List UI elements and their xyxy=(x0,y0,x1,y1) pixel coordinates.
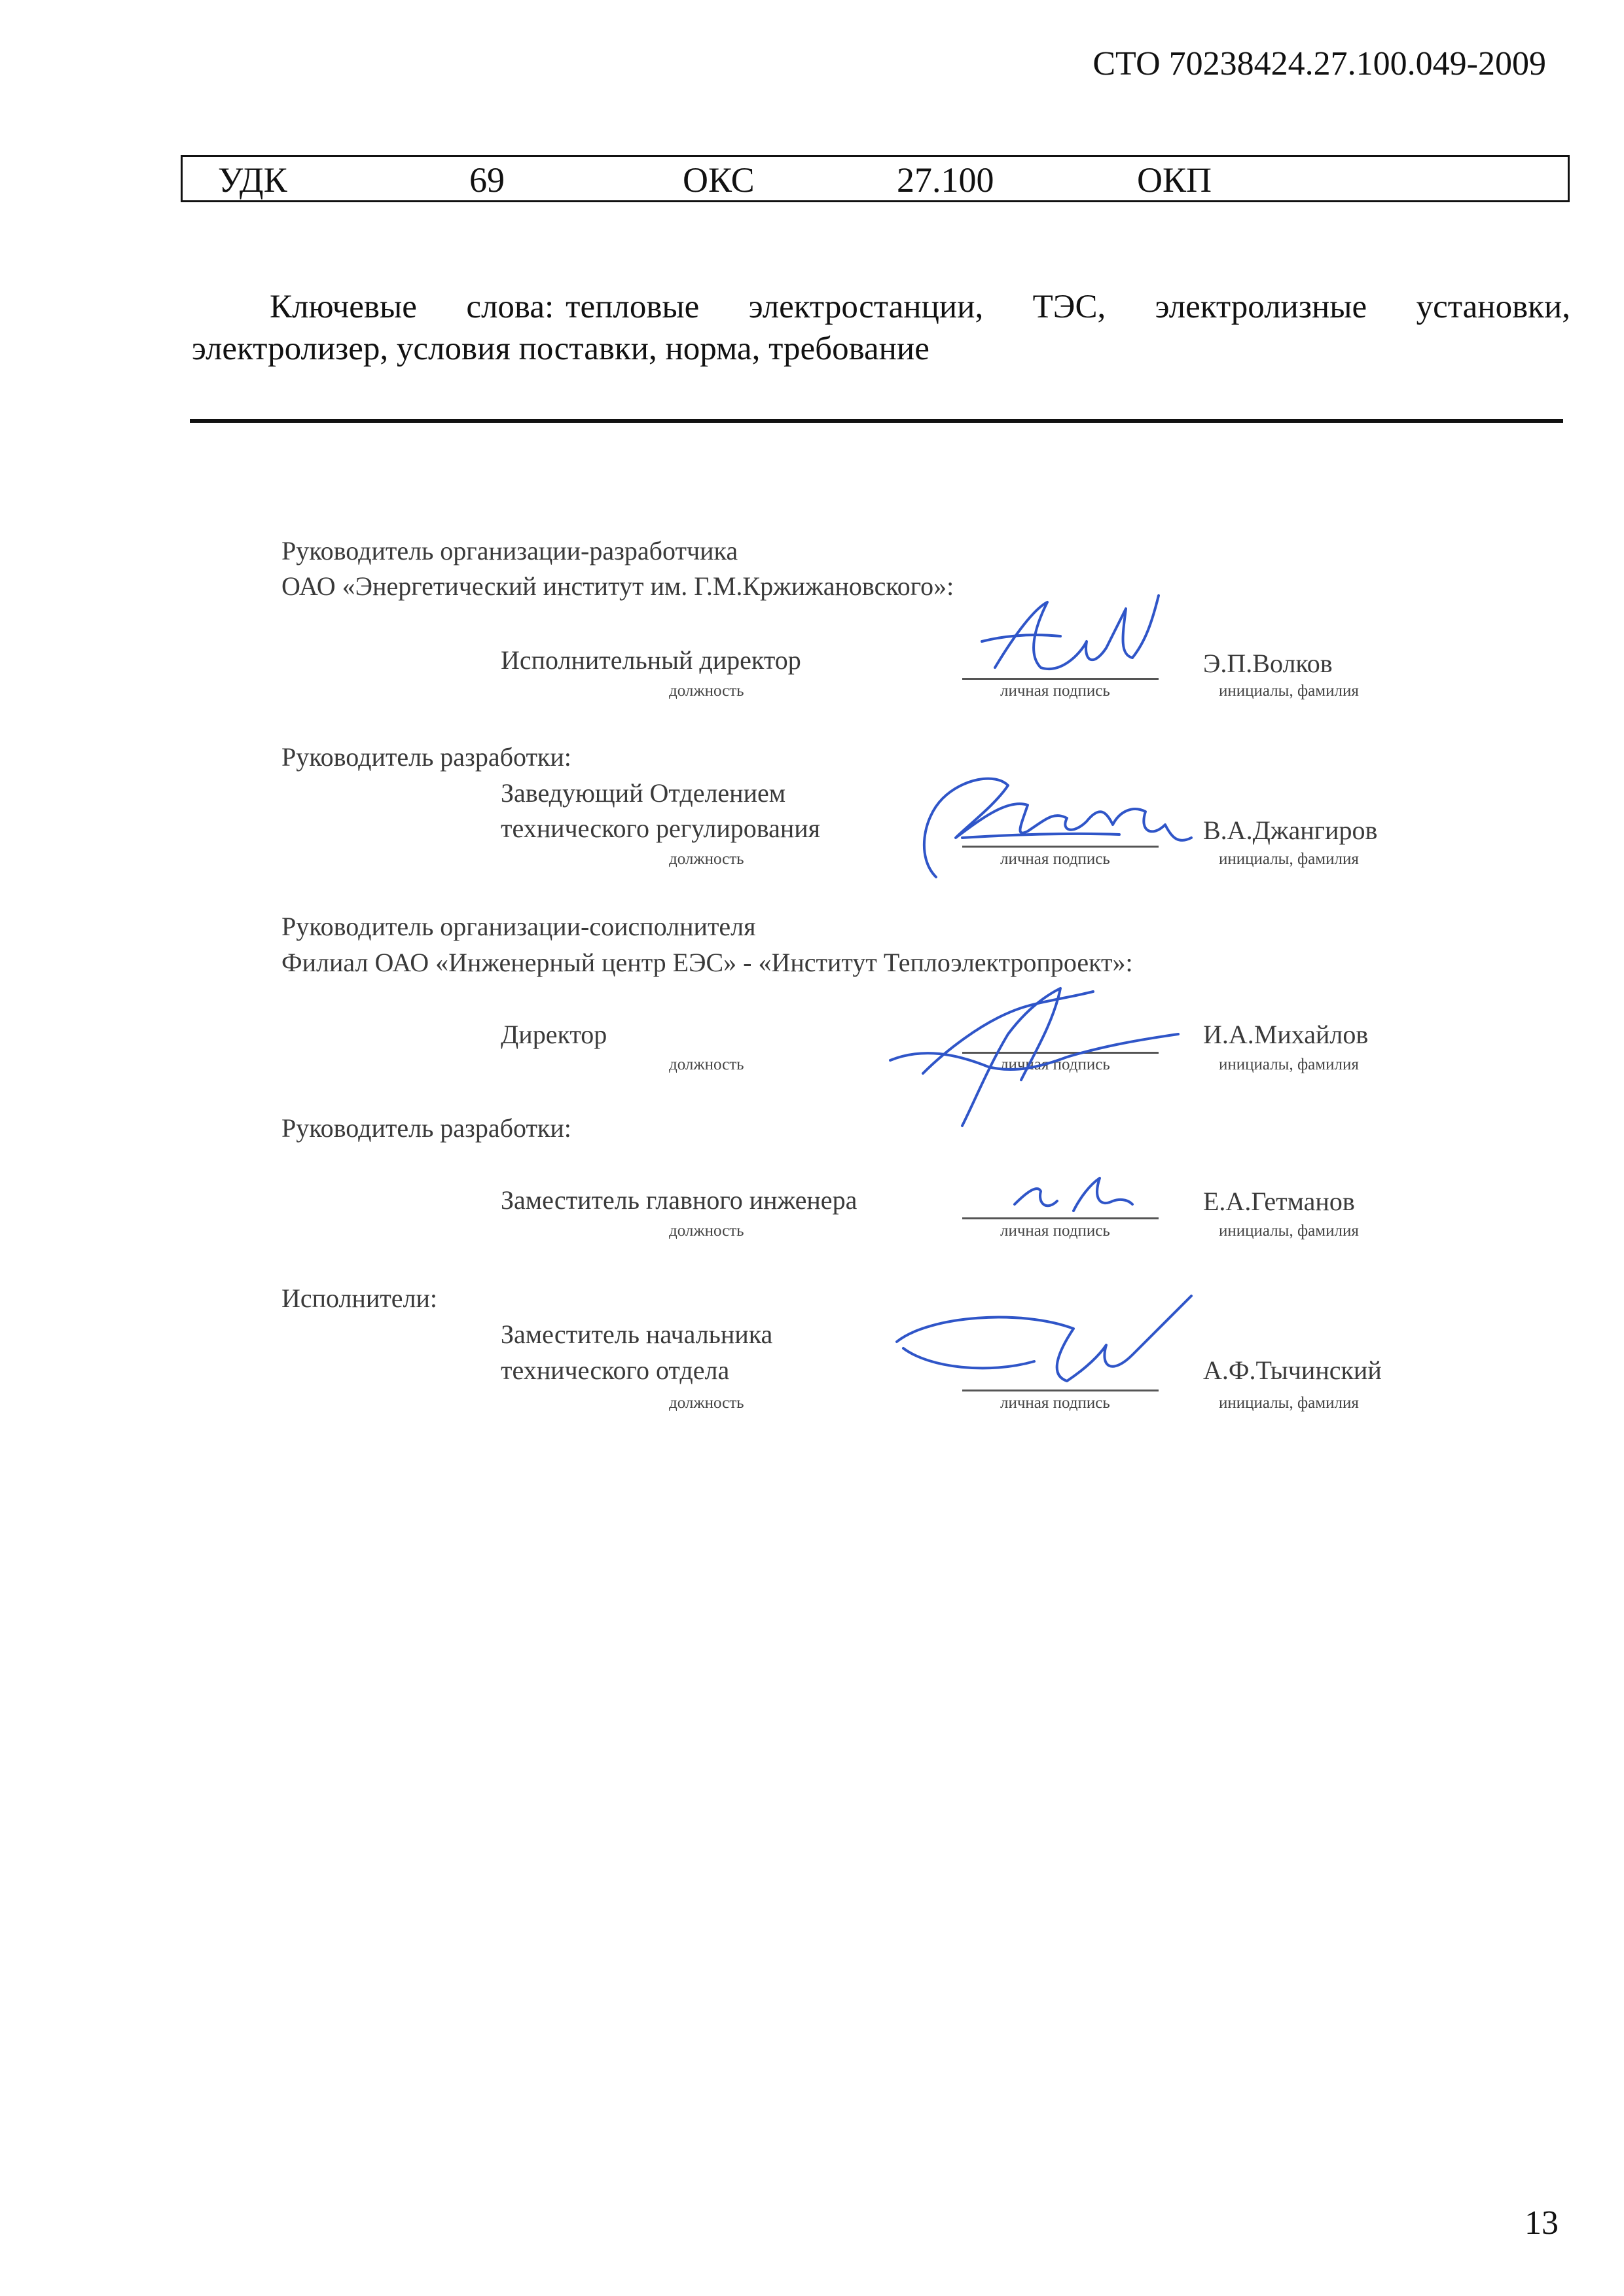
group5-name-caption: инициалы, фамилия xyxy=(1219,1394,1359,1412)
group3-title: Руководитель организации-соисполнителя xyxy=(281,912,756,941)
udk-value: 69 xyxy=(469,160,505,200)
group1-name: Э.П.Волков xyxy=(1203,649,1333,678)
group5-position-caption: должность xyxy=(669,1394,744,1412)
group2-title: Руководитель разработки: xyxy=(281,742,571,772)
group3-name: И.А.Михайлов xyxy=(1203,1020,1369,1049)
classification-table xyxy=(181,155,1570,202)
group2-position-caption: должность xyxy=(669,850,744,868)
group1-signature-caption: личная подпись xyxy=(1000,682,1110,700)
group1-org: ОАО «Энергетический институт им. Г.М.Кржижановского»: xyxy=(281,571,954,601)
oks-label: ОКС xyxy=(683,160,755,200)
group5-signature-caption: личная подпись xyxy=(1000,1394,1110,1412)
group1-position-caption: должность xyxy=(669,682,744,700)
group4-position-caption: должность xyxy=(669,1222,744,1240)
group4-signature-caption: личная подпись xyxy=(1000,1222,1110,1240)
horizontal-rule xyxy=(190,419,1563,423)
signature-volkov xyxy=(969,583,1165,687)
signature-dzhangirov xyxy=(897,759,1198,890)
group1-title: Руководитель организации-разработчика xyxy=(281,536,738,565)
signature-getmanov xyxy=(1001,1172,1139,1224)
keywords-label: Ключевые слова: xyxy=(270,289,554,325)
group3-position: Директор xyxy=(501,1020,607,1049)
oks-value: 27.100 xyxy=(897,160,994,200)
group2-signature-caption: личная подпись xyxy=(1000,850,1110,868)
udk-label: УДК xyxy=(218,160,287,200)
group5-position-line-1: Заместитель начальника xyxy=(501,1319,773,1349)
group2-position-line-2: технического регулирования xyxy=(501,814,821,843)
okp-label: ОКП xyxy=(1137,160,1212,200)
group3-name-caption: инициалы, фамилия xyxy=(1219,1056,1359,1073)
group1-position: Исполнительный директор xyxy=(501,645,801,675)
document-code: СТО 70238424.27.100.049-2009 xyxy=(1092,45,1546,82)
group5-name: А.Ф.Тычинский xyxy=(1203,1355,1382,1385)
group4-title: Руководитель разработки: xyxy=(281,1113,571,1143)
group4-name-caption: инициалы, фамилия xyxy=(1219,1222,1359,1240)
group4-name: Е.А.Гетманов xyxy=(1203,1187,1355,1216)
group2-name: В.А.Джангиров xyxy=(1203,816,1378,845)
keywords-line-2: электролизер, условия поставки, норма, требование xyxy=(192,331,929,367)
group2-position-line-1: Заведующий Отделением xyxy=(501,778,786,808)
group4-position: Заместитель главного инженера xyxy=(501,1185,857,1215)
group3-signature-caption: личная подпись xyxy=(1000,1056,1110,1073)
page-number: 13 xyxy=(1525,2204,1559,2242)
group2-name-caption: инициалы, фамилия xyxy=(1219,850,1359,868)
keywords-paragraph xyxy=(192,286,1570,370)
group5-title: Исполнители: xyxy=(281,1283,438,1313)
signature-tychinsky xyxy=(890,1283,1204,1407)
group5-position-line-2: технического отдела xyxy=(501,1355,730,1385)
group1-name-caption: инициалы, фамилия xyxy=(1219,682,1359,700)
group3-position-caption: должность xyxy=(669,1056,744,1073)
signature-mikhailov xyxy=(871,982,1198,1132)
keywords-line-1: тепловые электростанции, ТЭС, электролизные установки, xyxy=(566,289,1570,325)
group3-org: Филиал ОАО «Инженерный центр ЕЭС» - «Институт Теплоэлектропроект»: xyxy=(281,948,1133,977)
